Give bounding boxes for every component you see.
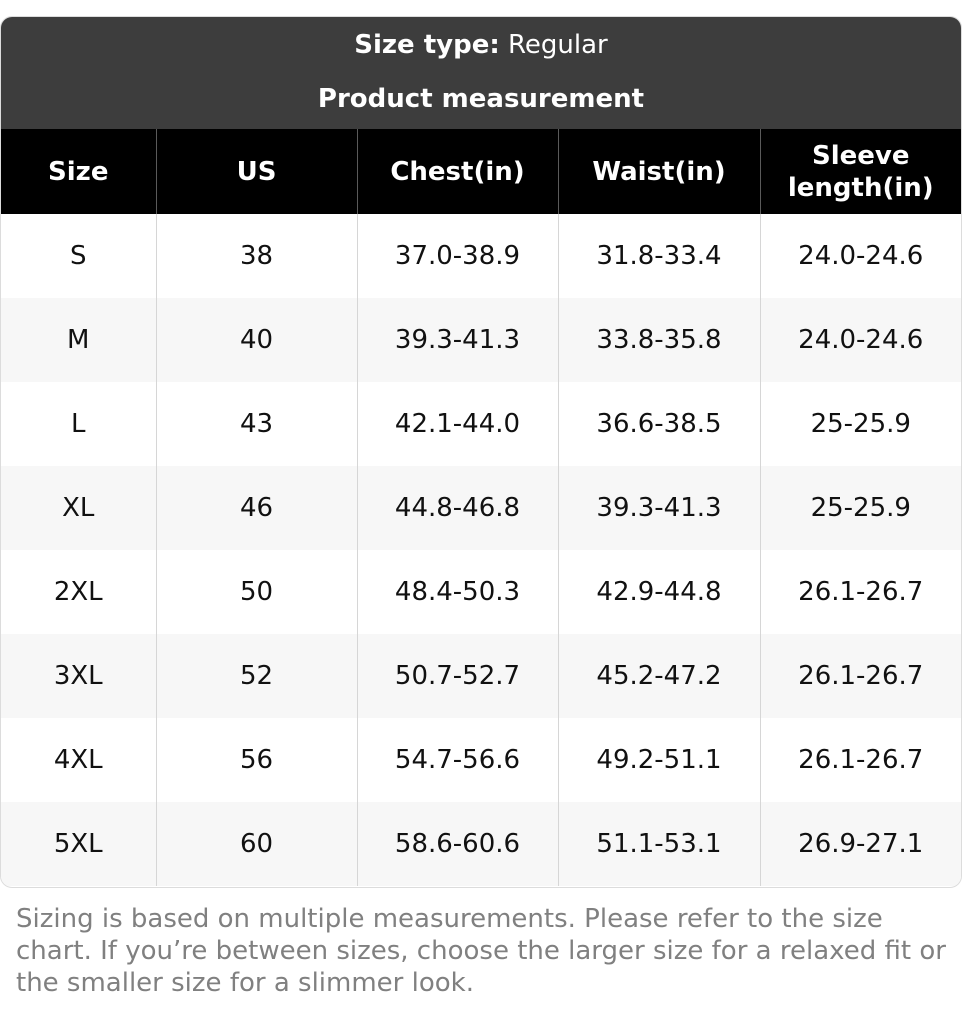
size-chart-header [1,17,961,129]
cell-waist: 49.2-51.1 [558,718,760,802]
cell-size: 2XL [53,577,103,607]
cell-chest: 44.8-46.8 [357,466,558,550]
cell-us: 60 [156,802,357,886]
cell-sleeve-length: 26.1-26.7 [760,718,961,802]
cell-waist: 39.3-41.3 [558,466,760,550]
table-row [1,802,961,886]
cell-sleeve-length: 26.1-26.7 [760,550,961,634]
column-header-size: Size [1,129,156,214]
cell-waist: 45.2-47.2 [558,634,760,718]
column-header-chest: Chest(in) [357,129,558,214]
cell-size: 5XL [1,802,156,886]
product-measurement-title: Product measurement [317,84,645,114]
cell-chest: 42.1-44.0 [357,382,558,466]
cell-us: 43 [156,382,357,466]
cell-us: 40 [156,298,357,382]
cell-us: 52 [156,634,357,718]
column-header-waist: Waist(in) [558,129,760,214]
cell-size: L [71,409,86,439]
size-type-label: Size type: [354,30,500,60]
cell-chest: 37.0-38.9 [357,214,558,298]
cell-waist: 31.8-33.4 [558,214,760,298]
cell-waist: 36.6-38.5 [558,382,760,466]
cell-chest: 48.4-50.3 [357,550,558,634]
size-table [1,129,961,886]
cell-size: M [1,298,156,382]
cell-chest: 54.7-56.6 [357,718,558,802]
cell-us: 38 [156,214,357,298]
size-chart-card [0,16,962,888]
table-row [1,382,961,466]
table-row [1,214,961,298]
table-row [1,718,961,802]
cell-chest: 58.6-60.6 [357,802,558,886]
cell-us: 46 [156,466,357,550]
size-type-value: Regular [508,30,608,60]
table-row [1,298,961,382]
column-header-us: US [156,129,357,214]
cell-sleeve-length: 24.0-24.6 [760,298,961,382]
cell-sleeve-length: 26.1-26.7 [760,634,961,718]
cell-waist: 42.9-44.8 [558,550,760,634]
size-type-line [1,17,961,61]
cell-size: S [69,241,87,271]
cell-chest: 39.3-41.3 [357,298,558,382]
column-header-sleeve-length: Sleeve length(in) [760,129,961,214]
cell-sleeve-length: 26.9-27.1 [760,802,961,886]
cell-us: 56 [156,718,357,802]
cell-chest: 50.7-52.7 [357,634,558,718]
cell-sleeve-length: 25-25.9 [760,466,961,550]
cell-waist: 33.8-35.8 [558,298,760,382]
table-header-row [1,129,961,214]
table-row [1,550,961,634]
cell-sleeve-length: 24.0-24.6 [760,214,961,298]
table-row [1,634,961,718]
sizing-note: Sizing is based on multiple measurements. Please refer to the size chart. If you’re between sizes, choose the larger size for a relaxed fit or the smaller size for a slimmer look. [16,904,946,998]
table-row [1,466,961,550]
cell-size: 3XL [1,634,156,718]
cell-size: 4XL [53,745,103,775]
cell-waist: 51.1-53.1 [558,802,760,886]
cell-size: XL [1,466,156,550]
cell-us: 50 [156,550,357,634]
cell-sleeve-length: 25-25.9 [760,382,961,466]
